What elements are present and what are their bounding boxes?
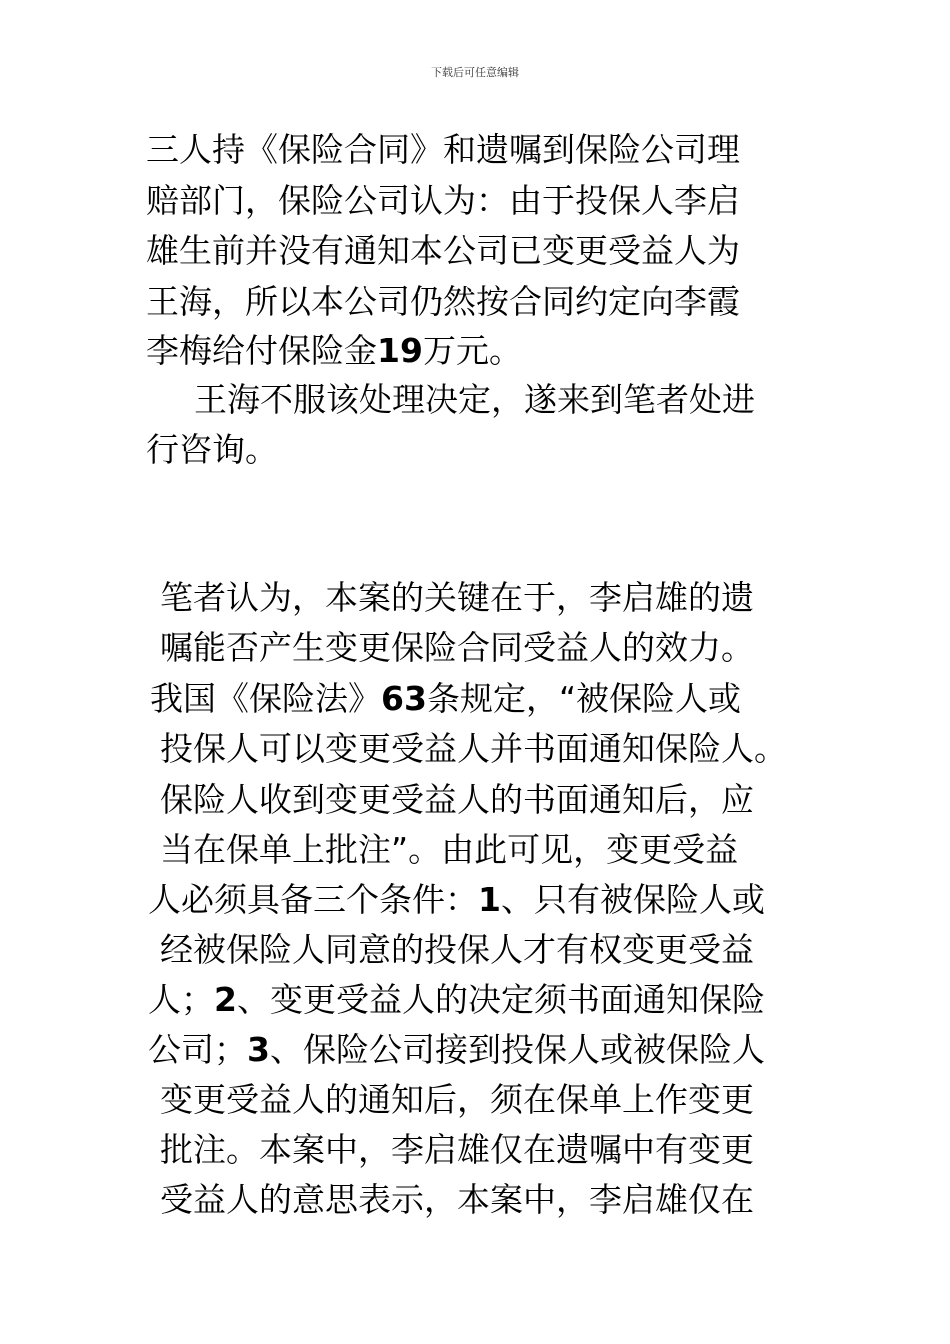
paragraph-line: 当在保单上批注”。由此可见，变更受益 xyxy=(160,830,739,869)
paragraph-line: 行咨询。 xyxy=(146,430,278,469)
paragraph-line: 批注。本案中，李启雄仅在遗嘱中有变更 xyxy=(160,1130,754,1169)
paragraph-line: 雄生前并没有通知本公司已变更受益人为 xyxy=(146,231,740,270)
paragraph-line: 人；2、变更受益人的决定须书面通知保险 xyxy=(148,980,765,1019)
paragraph-line: 受益人的意思表示，本案中，李启雄仅在 xyxy=(160,1180,754,1219)
paragraph-line: 公司；3、保险公司接到投保人或被保险人 xyxy=(148,1030,765,1069)
paragraph-line: 经被保险人同意的投保人才有权变更受益 xyxy=(160,930,754,969)
paragraph-line: 王海不服该处理决定，遂来到笔者处进 xyxy=(194,380,755,419)
paragraph-line: 李梅给付保险金19万元。 xyxy=(146,331,522,370)
paragraph-line: 保险人收到变更受益人的书面通知后，应 xyxy=(160,780,754,819)
paragraph-line: 赔部门，保险公司认为：由于投保人李启 xyxy=(146,181,740,220)
paragraph-line: 我国《保险法》63条规定，“被保险人或 xyxy=(150,679,742,718)
paragraph-line: 笔者认为，本案的关键在于，李启雄的遗 xyxy=(160,578,754,617)
paragraph-line: 人必须具备三个条件：1、只有被保险人或 xyxy=(148,880,765,919)
paragraph-line: 三人持《保险合同》和遗嘱到保险公司理 xyxy=(146,130,740,169)
paragraph-line: 嘱能否产生变更保险合同受益人的效力。 xyxy=(160,628,754,667)
paragraph-line: 投保人可以变更受益人并书面通知保险人。 xyxy=(160,729,787,768)
paragraph-line: 变更受益人的通知后，须在保单上作变更 xyxy=(160,1080,754,1119)
page-header: 下载后可任意编辑 xyxy=(431,66,519,79)
paragraph-line: 王海，所以本公司仍然按合同约定向李霞 xyxy=(146,282,740,321)
